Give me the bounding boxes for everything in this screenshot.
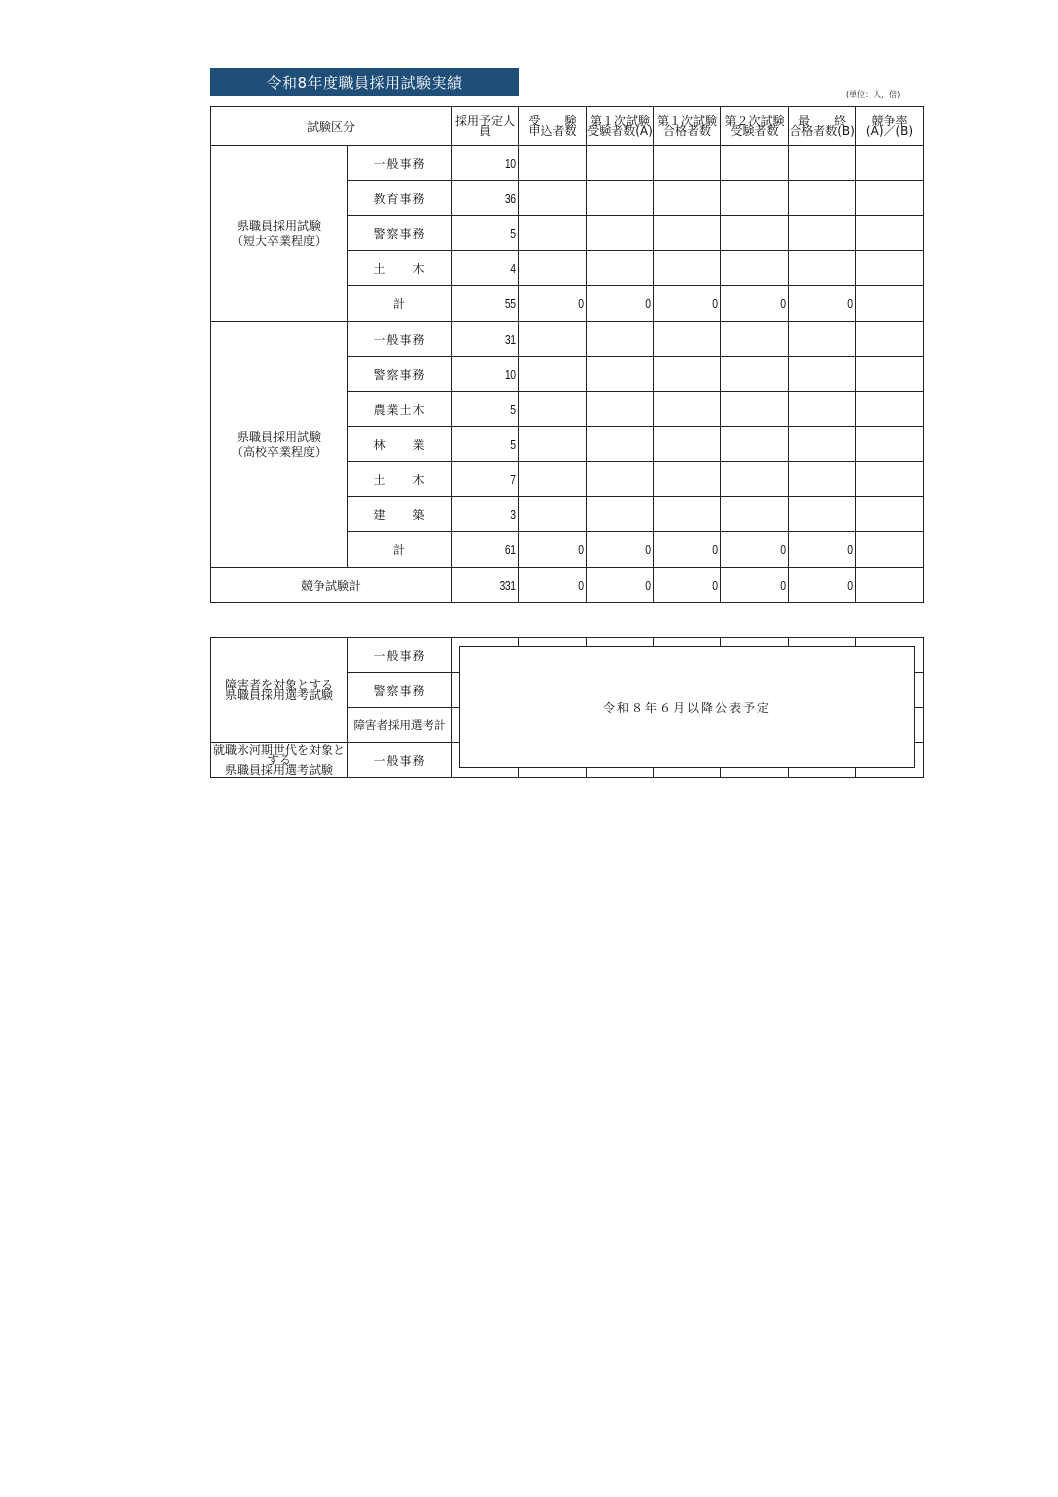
applicants-value: 0 bbox=[578, 577, 584, 593]
row-label: 警察事務 bbox=[348, 673, 452, 708]
row-label: 一般事務 bbox=[348, 743, 452, 778]
first-examinees-value: 0 bbox=[645, 577, 651, 593]
row-label: 土 木 bbox=[348, 462, 452, 497]
row-label: 農業土木 bbox=[348, 392, 452, 427]
group-label-high-school: 県職員採用試験 （高校卒業程度） bbox=[211, 322, 348, 568]
results-table bbox=[210, 106, 924, 603]
publication-notice: 令和８年６月以降公表予定 bbox=[459, 646, 915, 768]
header-ratio: 競争率 (A)／(B) bbox=[856, 107, 924, 146]
first-passed-value: 0 bbox=[712, 542, 718, 557]
header-planned: 採用予定人員 bbox=[452, 107, 519, 146]
first-passed-value: 0 bbox=[712, 577, 718, 593]
second-examinees-value: 0 bbox=[780, 577, 786, 593]
planned-value: 61 bbox=[504, 542, 516, 557]
final-passed-value: 0 bbox=[847, 542, 853, 557]
planned-value: 10 bbox=[504, 155, 516, 171]
subtotal-label: 障害者採用選考計 bbox=[348, 708, 452, 743]
header-row bbox=[211, 107, 924, 146]
planned-value: 5 bbox=[510, 401, 516, 417]
planned-value: 31 bbox=[504, 331, 516, 347]
subtotal-label: 計 bbox=[348, 532, 452, 568]
second-examinees-value: 0 bbox=[780, 542, 786, 557]
planned-value: 55 bbox=[504, 296, 516, 311]
table-row bbox=[211, 322, 924, 357]
row-label: 警察事務 bbox=[348, 216, 452, 251]
group-label-junior-college: 県職員採用試験 （短大卒業程度） bbox=[211, 146, 348, 322]
group-label-disability: 障害者を対象とする 県職員採用選考試験 bbox=[211, 638, 348, 743]
planned-value: 7 bbox=[510, 471, 516, 487]
page-title: 令和8年度職員採用試験実績 bbox=[210, 68, 519, 96]
final-passed-value: 0 bbox=[847, 296, 853, 311]
applicants-value: 0 bbox=[578, 542, 584, 557]
planned-value: 5 bbox=[510, 225, 516, 241]
grand-total-row bbox=[211, 568, 924, 603]
row-label: 教育事務 bbox=[348, 181, 452, 216]
grand-total-label: 競争試験計 bbox=[211, 568, 452, 603]
planned-value: 331 bbox=[499, 577, 516, 593]
planned-value: 36 bbox=[504, 190, 516, 206]
header-category: 試験区分 bbox=[211, 107, 452, 146]
header-first-examinees: 第１次試験 受験者数(A) bbox=[587, 107, 654, 146]
group-label-ice-age: 就職氷河期世代を対象とする 県職員採用選考試験 bbox=[211, 743, 348, 778]
planned-value: 3 bbox=[510, 506, 516, 522]
row-label: 一般事務 bbox=[348, 638, 452, 673]
first-passed-value: 0 bbox=[712, 296, 718, 311]
unit-note: (単位：人，倍) bbox=[846, 90, 901, 99]
row-label: 一般事務 bbox=[348, 322, 452, 357]
subtotal-label: 計 bbox=[348, 286, 452, 322]
row-label: 警察事務 bbox=[348, 357, 452, 392]
header-first-passed: 第１次試験 合格者数 bbox=[654, 107, 721, 146]
second-examinees-value: 0 bbox=[780, 296, 786, 311]
row-label: 一般事務 bbox=[348, 146, 452, 181]
header-final-passed: 最 終 合格者数(B) bbox=[789, 107, 856, 146]
final-passed-value: 0 bbox=[847, 577, 853, 593]
planned-value: 5 bbox=[510, 436, 516, 452]
row-label: 土 木 bbox=[348, 251, 452, 286]
planned-value: 10 bbox=[504, 366, 516, 382]
first-examinees-value: 0 bbox=[645, 296, 651, 311]
first-examinees-value: 0 bbox=[645, 542, 651, 557]
row-label: 林 業 bbox=[348, 427, 452, 462]
table-row bbox=[211, 146, 924, 181]
applicants-value: 0 bbox=[578, 296, 584, 311]
row-label: 建 築 bbox=[348, 497, 452, 532]
header-applicants: 受 験 申込者数 bbox=[519, 107, 587, 146]
planned-value: 4 bbox=[510, 260, 516, 276]
header-second-examinees: 第２次試験 受験者数 bbox=[721, 107, 789, 146]
